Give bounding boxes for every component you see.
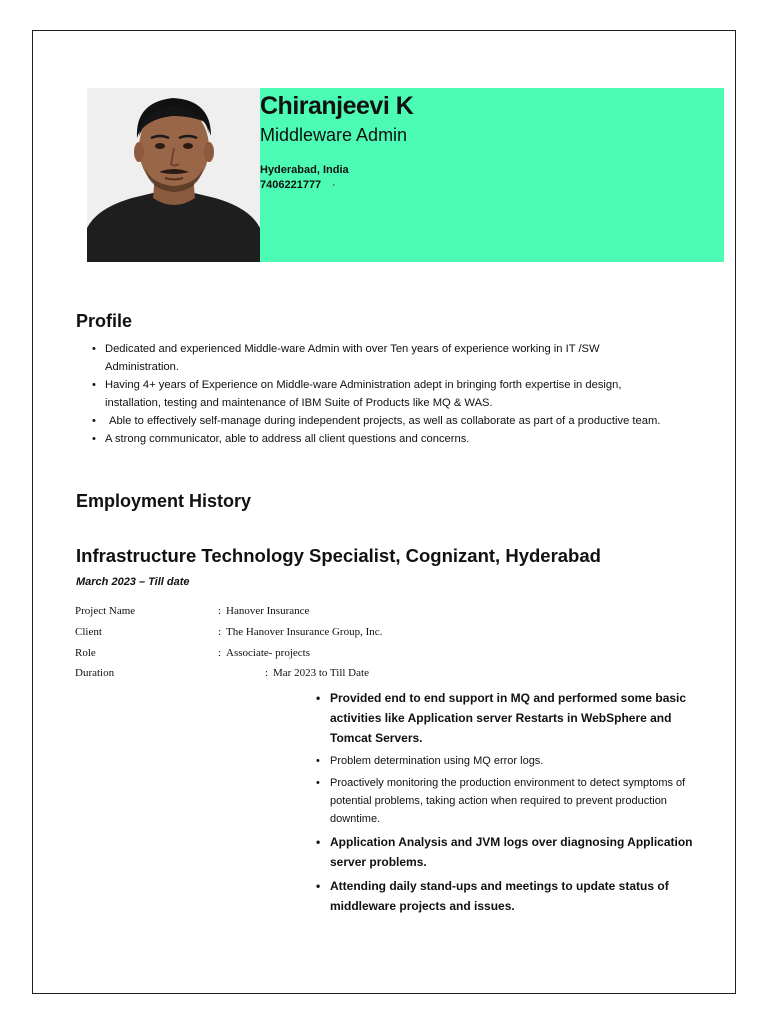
profile-photo xyxy=(87,88,260,262)
detail-value: Associate- projects xyxy=(226,647,310,659)
detail-value: The Hanover Insurance Group, Inc. xyxy=(226,626,383,638)
detail-value: Mar 2023 to Till Date xyxy=(273,667,369,679)
person-photo-graphic xyxy=(87,88,260,262)
detail-value: Hanover Insurance xyxy=(226,605,310,617)
profile-list xyxy=(76,340,676,448)
profile-item: • A strong communicator, able to address all client questions and concerns. xyxy=(76,430,676,448)
employment-heading: Employment History xyxy=(76,491,252,511)
detail-label: Project Name xyxy=(75,605,136,617)
profile-item: • Having 4+ years of Experience on Middle-ware Administration adept in bringing forth expertise in design, installation, testing and maintenance of IBM Suite of Products like MQ & WAS. xyxy=(76,376,676,412)
candidate-phone: 7406221777 xyxy=(260,179,322,191)
detail-label: Client xyxy=(75,626,102,638)
candidate-title: Middleware Admin xyxy=(260,125,408,145)
job-title: Infrastructure Technology Specialist, Cognizant, Hyderabad xyxy=(76,545,601,566)
detail-label: Duration xyxy=(75,667,115,679)
responsibility-item: • Attending daily stand-ups and meetings to update status of middleware projects and issues. xyxy=(315,876,695,916)
profile-item: • Dedicated and experienced Middle-ware Admin with over Ten years of experience working in IT /SW Administration. xyxy=(76,340,676,376)
detail-separator: : xyxy=(265,667,269,679)
responsibility-item: • Proactively monitoring the production environment to detect symptoms of potential problems, taking action when required to prevent production downtime. xyxy=(315,774,695,828)
candidate-name: Chiranjeevi K xyxy=(260,92,414,120)
responsibility-item: • Provided end to end support in MQ and performed some basic activities like Application server Restarts in WebSphere and Tomcat Servers. xyxy=(315,688,695,748)
detail-separator: : xyxy=(218,626,222,638)
header-band xyxy=(260,88,724,262)
job-date: March 2023 – Till date xyxy=(76,576,190,588)
responsibilities-list xyxy=(315,688,695,920)
contact-separator: · xyxy=(332,179,336,191)
detail-separator: : xyxy=(218,605,222,617)
responsibility-item: • Application Analysis and JVM logs over diagnosing Application server problems. xyxy=(315,832,695,872)
detail-separator: : xyxy=(218,647,222,659)
profile-item: • Able to effectively self-manage during independent projects, as well as collaborate as part of a productive team. xyxy=(76,412,676,430)
responsibility-item: • Problem determination using MQ error logs. xyxy=(315,752,695,770)
candidate-location: Hyderabad, India xyxy=(260,164,349,176)
detail-label: Role xyxy=(75,647,96,659)
profile-heading: Profile xyxy=(76,311,133,331)
